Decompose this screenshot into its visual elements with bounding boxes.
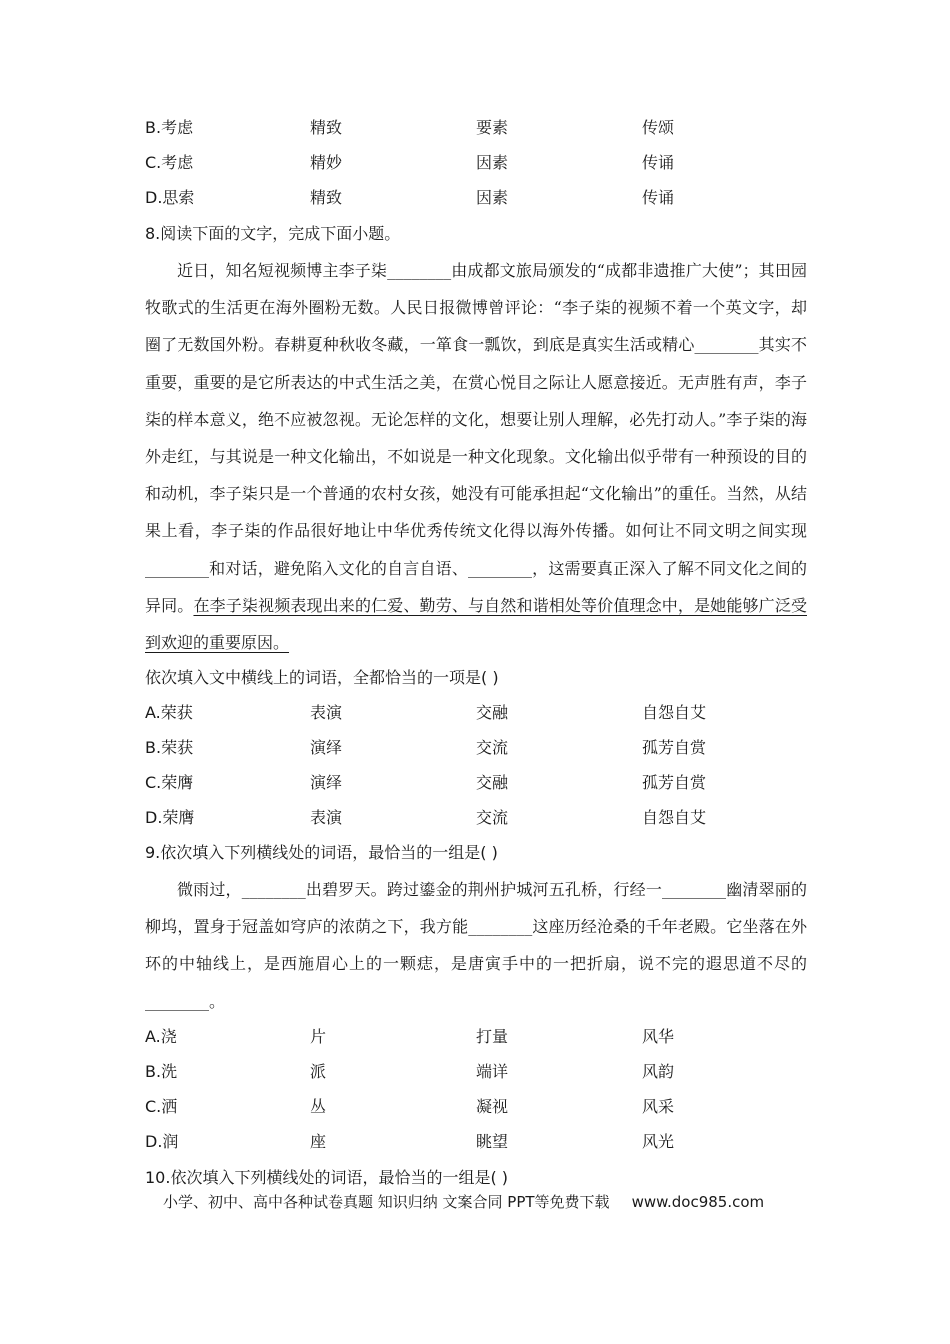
option-letter: D.润 (145, 1132, 179, 1151)
option-letter: D.荣膺 (145, 808, 195, 827)
option-word: 精致 (310, 188, 343, 207)
q8-question: 依次填入文中横线上的词语，全都恰当的一项是( ) (145, 668, 499, 687)
q8-title: 8.阅读下面的文字，完成下面小题。 (145, 224, 401, 243)
option-word: 风光 (642, 1132, 675, 1151)
option-word: 风采 (642, 1097, 675, 1116)
option-letter: B.荣获 (145, 738, 194, 757)
option-word: 派 (310, 1062, 327, 1081)
option-word: 要素 (476, 118, 509, 137)
option-word: 风韵 (642, 1062, 675, 1081)
q9-title: 9.依次填入下列横线处的词语，最恰当的一组是( ) (145, 843, 498, 862)
q9-option-b (145, 1054, 845, 1089)
q9-passage-text: 微雨过，________出碧罗天。跨过鎏金的荆州护城河五孔桥，行经一________幽清翠丽的柳坞，置身于冠盖如穹庐的浓荫之下，我方能________这座历经沧桑的千年老殿。它坐落在外环的中轴线上，是西施眉心上的一颗痣，是唐寅手中的一把折扇，说不完的遐思道不尽的________。 (145, 880, 807, 1011)
q8-passage (145, 252, 807, 661)
q9-option-a (145, 1019, 845, 1054)
footer-text: 小学、初中、高中各种试卷真题 知识归纳 文案合同 PPT等免费下载 (163, 1193, 610, 1211)
option-word: 片 (310, 1027, 327, 1046)
q8-option-a (145, 695, 845, 730)
q9-option-c (145, 1089, 845, 1124)
option-word: 因素 (476, 153, 509, 172)
q10-title: 10.依次填入下列横线处的词语，最恰当的一组是( ) (145, 1168, 509, 1187)
option-letter: B.洗 (145, 1062, 178, 1081)
option-word: 打量 (476, 1027, 509, 1046)
q8-option-c (145, 765, 845, 800)
option-word: 眺望 (476, 1132, 509, 1151)
option-word: 交流 (476, 808, 509, 827)
option-word: 精妙 (310, 153, 343, 172)
q8-option-d (145, 800, 845, 835)
option-word: 传诵 (642, 188, 675, 207)
q9-passage (145, 871, 807, 1020)
option-word: 自怨自艾 (642, 703, 707, 722)
option-word: 孤芳自赏 (642, 773, 707, 792)
option-word: 孤芳自赏 (642, 738, 707, 757)
option-letter: A.浇 (145, 1027, 177, 1046)
option-word: 因素 (476, 188, 509, 207)
option-word: 端详 (476, 1062, 509, 1081)
option-word: 座 (310, 1132, 327, 1151)
option-letter: D.思索 (145, 188, 195, 207)
option-letter: C.荣膺 (145, 773, 194, 792)
q8-passage-text: 近日，知名短视频博主李子柒________由成都文旅局颁发的“成都非遗推广大使”；其田园牧歌式的生活更在海外圈粉无数。人民日报微博曾评论：“李子柒的视频不着一个英文字，却圈了无数国外粉。春耕夏种秋收冬藏，一箪食一瓢饮，到底是真实生活或精心________其实不重要，重要的是它所表达的中式生活之美，在赏心悦目之际让人愿意接近。无声胜有声，李子柒的样本意义，绝不应被忽视。无论怎样的文化，想要让别人理解，必先打动人。”李子柒的海外走红，与其说是一种文化输出，不如说是一种文化现象。文化输出似乎带有一种预设的目的和动机，李子柒只是一个普通的农村女孩，她没有可能承担起“文化输出”的重任。当然，从结果上看，李子柒的作品很好地让中华优秀传统文化得以海外传播。如何让不同文明之间实现________和对话，避免陷入文化的自言自语、________，这需要真正深入了解不同文化之间的异同。 (145, 261, 807, 615)
option-letter: C.考虑 (145, 153, 194, 172)
option-word: 交流 (476, 738, 509, 757)
option-word: 自怨自艾 (642, 808, 707, 827)
option-letter: C.洒 (145, 1097, 178, 1116)
page-footer (163, 1190, 764, 1214)
option-word: 凝视 (476, 1097, 509, 1116)
q8-option-b (145, 730, 845, 765)
q9-option-d (145, 1124, 845, 1159)
option-word: 精致 (310, 118, 343, 137)
option-word: 演绎 (310, 773, 343, 792)
option-letter: B.考虑 (145, 118, 194, 137)
option-word: 传诵 (642, 153, 675, 172)
option-letter: A.荣获 (145, 703, 193, 722)
q7-option-b (145, 110, 845, 145)
q7-option-c (145, 145, 845, 180)
footer-url[interactable]: www.doc985.com (631, 1193, 765, 1211)
option-word: 传颂 (642, 118, 675, 137)
option-word: 风华 (642, 1027, 675, 1046)
option-word: 表演 (310, 808, 343, 827)
option-word: 交融 (476, 773, 509, 792)
q7-option-d (145, 180, 845, 215)
option-word: 丛 (310, 1097, 327, 1116)
option-word: 演绎 (310, 738, 343, 757)
option-word: 表演 (310, 703, 343, 722)
q8-underlined-sentence: 在李子柒视频表现出来的仁爱、勤劳、与自然和谐相处等价值理念中，是她能够广泛受到欢迎的重要原因。 (145, 595, 807, 653)
option-word: 交融 (476, 703, 509, 722)
